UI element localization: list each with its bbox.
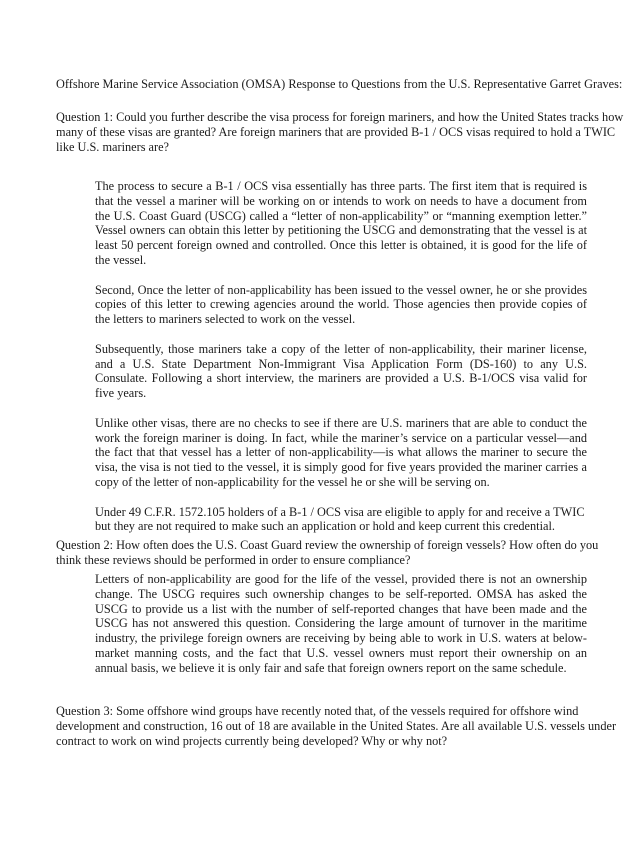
document-title: Offshore Marine Service Association (OMSA) Response to Questions from the U.S. Representative Garret Graves: <box>56 77 623 91</box>
answer-1-paragraph-1: The process to secure a B-1 / OCS visa essentially has three parts. The first item that is required is that the vessel a mariner will be working on or intends to work on needs to have a document from the U.S. Coast Guard (USCG) called a “letter of non-applicability” or “manning exemption letter.” Vessel owners can obtain this letter by petitioning the USCG and demonstrating that the vessel is at least 50 percent foreign owned and controlled. Once this letter is obtained, it is good for the life of the vessel. <box>95 179 587 267</box>
answer-1-paragraph-2: Second, Once the letter of non-applicability has been issued to the vessel owner, he or she provides copies of this letter to crewing agencies around the world. Those agencies then provide copies of the letters to mariners selected to work on the vessel. <box>95 282 587 327</box>
answer-2 <box>95 572 587 676</box>
question-1: Question 1: Could you further describe the visa process for foreign mariners, and how the United States tracks how many of these visas are granted? Are foreign mariners that are provided B-1 / OCS visas required to hold a TWIC like U.S. mariners are? <box>56 110 624 154</box>
question-2: Question 2: How often does the U.S. Coast Guard review the ownership of foreign vessels? How often do you think these reviews should be performed in order to ensure compliance? <box>56 538 599 567</box>
answer-1-paragraph-5: Under 49 C.F.R. 1572.105 holders of a B-1 / OCS visa are eligible to apply for and receive a TWIC but they are not required to make such an application or hold and keep current this credential. <box>95 504 585 534</box>
answer-1-paragraph-4: Unlike other visas, there are no checks to see if there are U.S. mariners that are able to conduct the work the foreign mariner is doing. In fact, while the mariner’s service on a particular vessel—and the fact that that vessel has a letter of non-applicability—is what allows the mariner to secure the visa, the visa is not tied to the vessel, it is simply good for five years provided the mariner carries a copy of the letter of non-applicability for the vessel he or she will be serving on. <box>95 415 587 489</box>
question-3: Question 3: Some offshore wind groups have recently noted that, of the vessels required for offshore wind development and construction, 16 out of 18 are available in the United States. Are all available U.S. vessels under contract to work on wind projects currently being developed? Why or why not? <box>56 704 617 748</box>
answer-2-paragraph-1: Letters of non-applicability are good for the life of the vessel, provided there is not an ownership change. The USCG requires such ownership changes to be self-reported. OMSA has asked the USCG to provide us a list with the number of self-reported changes that have been made and the USCG has not answered this question. Considering the large amount of turnover in the maritime industry, the privilege foreign owners are receiving by being able to work in U.S. waters at below-market manning costs, and the fact that U.S. vessel owners must report their ownership on an annual basis, we believe it is only fair and safe that foreign owners report on the same schedule. <box>95 572 587 675</box>
answer-1-paragraph-3: Subsequently, those mariners take a copy of the letter of non-applicability, their mariner license, and a U.S. State Department Non-Immigrant Visa Application Form (DS-160) to any U.S. Consulate. Following a short interview, the mariners are provided a U.S. B-1/OCS visa valid for five years. <box>95 341 587 401</box>
answer-1 <box>95 179 587 534</box>
